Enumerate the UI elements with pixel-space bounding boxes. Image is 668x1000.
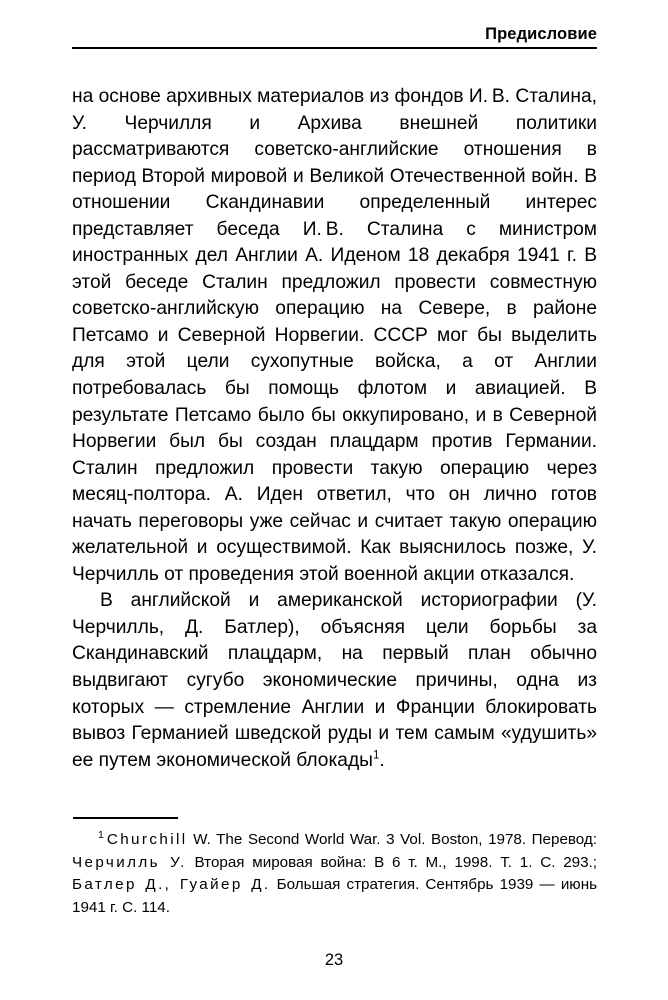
footnote-number: 1	[98, 828, 104, 841]
header-divider	[72, 47, 597, 49]
running-head: Предисловие	[485, 25, 597, 43]
footnote-reference-marker[interactable]: 1	[372, 749, 380, 762]
footnote-segment-3: Большая стратегия. Сентябрь 1939 — июнь 1941 г. С. 114.	[72, 876, 597, 916]
footnote-segment-2: Вторая мировая война: В 6 т. М., 1998. Т. 1. С. 293.;	[186, 853, 597, 871]
footnote-author-english: Churchill	[106, 831, 188, 848]
paragraph-2-text: В английской и американской историографии (У. Черчилль, Д. Батлер), объясняя цели борьбы за Скандинавский плацдарм, на первый план обычно выдвигают сугубо экономические причины, одна из которых — стремление Англии и Франции блокировать вывоз Германией шведской руды и тем самым «удушить» ее путем экономической блокады	[72, 590, 597, 771]
footnote-author-russian-2: Батлер Д., Гуайер Д.	[72, 876, 271, 894]
page-number: 23	[324, 951, 344, 969]
footnote-author-russian-1: Черчилль У.	[72, 853, 187, 871]
paragraph-2-tail: .	[379, 749, 385, 771]
footnote-divider	[73, 817, 178, 819]
body-text	[72, 84, 597, 774]
paragraph-2	[72, 588, 597, 774]
footnote-segment-1: W. The Second World War. 3 Vol. Boston, 1978. Перевод:	[187, 831, 597, 848]
paragraph-1: на основе архивных материалов из фондов И. В. Сталина, У. Черчилля и Архива внешней политики рассматриваются советско-английские отношения в период Второй мировой и Великой Отечественной войн. В отношении Скандинавии определенный интерес представляет беседа И. В. Сталина с министром иностранных дел Англии А. Иденом 18 декабря 1941 г. В этой беседе Сталин предложил провести совместную советско-английскую операцию на Севере, в районе Петсамо и Северной Норвегии. СССР мог бы выделить для этой цели сухопутные войска, а от Англии потребовалась бы помощь флотом и авиацией. В результате Петсамо было бы оккупировано, и в Северной Норвегии был бы создан плацдарм против Германии. Сталин предложил провести такую операцию через месяц-полтора. А. Иден ответил, что он лично готов начать переговоры уже сейчас и считает такую операцию желательной и осуществимой. Как выяснилось позже, У. Черчилль от проведения этой военной акции отказался.	[72, 86, 597, 585]
footnote-text	[72, 829, 597, 919]
